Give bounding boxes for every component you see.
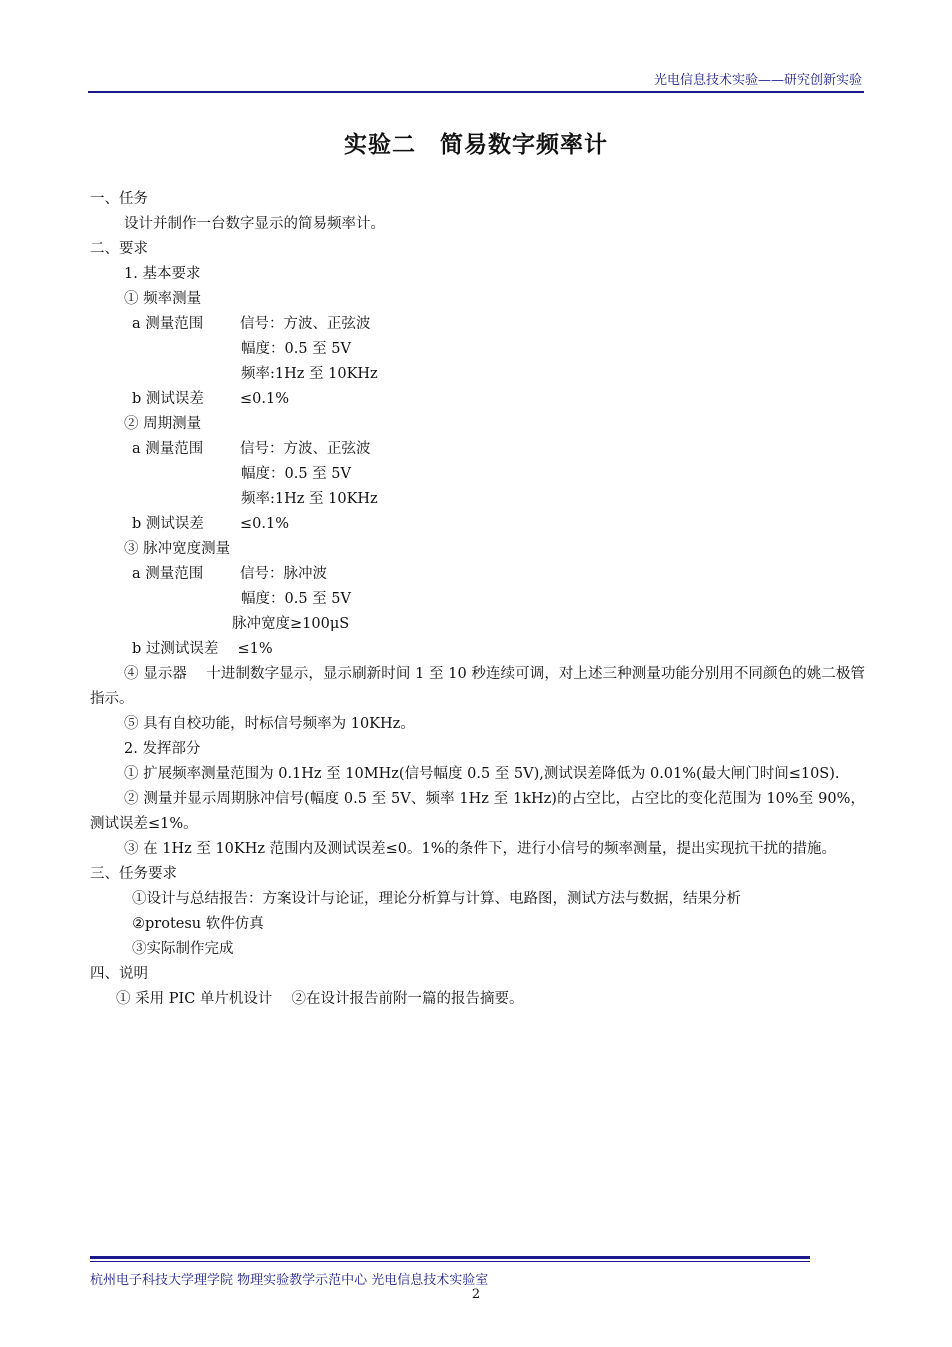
task-req-item-1: ①设计与总结报告：方案设计与论证，理论分析算与计算、电路图，测试方法与数据，结果分析: [132, 891, 741, 907]
freq-error-line: [90, 387, 865, 412]
pulse-width: 脉冲宽度≥100μS: [232, 616, 350, 632]
extra-item-1: ① 扩展频率测量范围为 0.1Hz 至 10MHz(信号幅度 0.5 至 5V),测试误差降低为 0.01%(最大闸门时间≤10S).: [124, 766, 840, 782]
footer-institution: 杭州电子科技大学理学院 物理实验教学示范中心 光电信息技术实验室: [90, 1273, 489, 1288]
task-req-item-3: ③实际制作完成: [132, 941, 234, 957]
page-number: 2: [471, 1287, 481, 1302]
pulse-heading: ③ 脉冲宽度测量: [124, 541, 231, 557]
freq-signal: 信号：方波、正弦波: [240, 316, 371, 332]
section-heading-requirements: 二、要求: [90, 241, 148, 257]
freq-range-line: [90, 312, 865, 337]
section-heading-task-requirements: 三、任务要求: [90, 866, 177, 882]
footer-divider-thin: [90, 1261, 810, 1262]
period-range-label: a 测量范围: [132, 441, 204, 457]
period-signal: 信号：方波、正弦波: [240, 441, 371, 457]
footer-divider-thick: [90, 1256, 810, 1259]
freq-heading: ① 频率测量: [124, 291, 202, 307]
document-body: [90, 187, 865, 1012]
extra-item-2: ② 测量并显示周期脉冲信号(幅度 0.5 至 5V、频率 1Hz 至 1kHz)的占空比，占空比的变化范围为 10%至 90%，测试误差≤1%。: [90, 791, 865, 832]
section-heading-task: 一、任务: [90, 191, 148, 207]
display-requirement: ④ 显示器 十进制数字显示，显示刷新时间 1 至 10 秒连续可调，对上述三种测量功能分别用不同颜色的姚二极管指示。: [90, 666, 865, 707]
notes-text: ① 采用 PIC 单片机设计 ②在设计报告前附一篇的报告摘要。: [116, 991, 524, 1007]
pulse-error-line: b 过测试误差 ≤1%: [132, 641, 273, 657]
period-error: ≤0.1%: [240, 516, 289, 532]
freq-error: ≤0.1%: [240, 391, 289, 407]
freq-error-label: b 测试误差: [132, 391, 204, 407]
period-amplitude: 幅度：0.5 至 5V: [241, 466, 351, 482]
freq-range-label: a 测量范围: [132, 316, 204, 332]
section-heading-notes: 四、说明: [90, 966, 148, 982]
freq-amplitude: 幅度：0.5 至 5V: [241, 341, 351, 357]
pulse-signal: 信号：脉冲波: [240, 566, 327, 582]
basic-requirements-heading: 1. 基本要求: [124, 266, 201, 282]
period-range-line: [90, 437, 865, 462]
period-frequency: 频率:1Hz 至 10KHz: [241, 491, 378, 507]
pulse-range-line: [90, 562, 865, 587]
task-req-item-2: ②protesu 软件仿真: [132, 916, 264, 932]
extra-heading: 2. 发挥部分: [124, 741, 201, 757]
freq-frequency: 频率:1Hz 至 10KHz: [241, 366, 378, 382]
header-divider: [88, 91, 864, 93]
period-heading: ② 周期测量: [124, 416, 202, 432]
page-title: 实验二 简易数字频率计: [344, 132, 608, 158]
running-header: 光电信息技术实验——研究创新实验: [653, 73, 862, 88]
pulse-amplitude: 幅度：0.5 至 5V: [241, 591, 351, 607]
task-text: 设计并制作一台数字显示的简易频率计。: [124, 216, 385, 232]
pulse-range-label: a 测量范围: [132, 566, 204, 582]
selfcheck-requirement: ⑤ 具有自校功能，时标信号频率为 10KHz。: [124, 716, 415, 732]
extra-item-3: ③ 在 1Hz 至 10KHz 范围内及测试误差≤0。1%的条件下，进行小信号的频率测量，提出实现抗干扰的措施。: [124, 841, 836, 857]
period-error-line: [90, 512, 865, 537]
period-error-label: b 测试误差: [132, 516, 204, 532]
